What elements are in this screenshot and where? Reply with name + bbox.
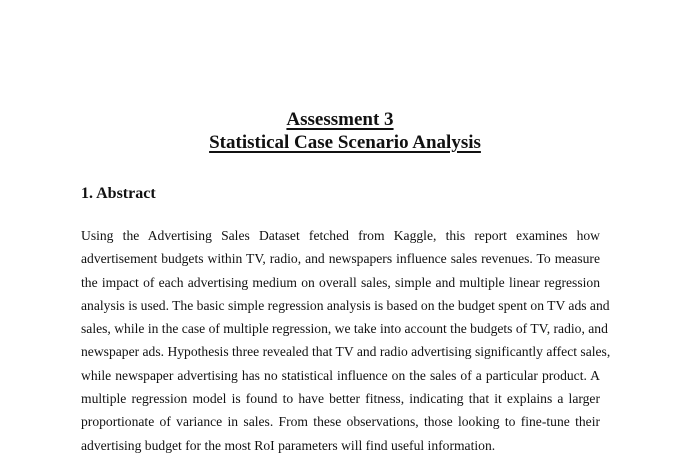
abstract-line: the impact of each advertising medium on overall sales, simple and multiple linear regression (81, 274, 600, 290)
abstract-line: advertising budget for the most RoI parameters will find useful information. (81, 437, 496, 453)
abstract-line: sales, while in the case of multiple regression, we take into account the budgets of TV, radio, and (81, 321, 608, 337)
abstract-line: proportionate of variance in sales. From these observations, those looking to fine-tune their (81, 414, 600, 430)
title-line-1: Assessment 3 (286, 109, 394, 130)
abstract-paragraph (81, 224, 611, 457)
title-line-2: Statistical Case Scenario Analysis (209, 132, 481, 153)
section-heading-abstract: 1. Abstract (81, 185, 156, 202)
abstract-line: advertisement budgets within TV, radio, and newspapers influence sales revenues. To measure (81, 251, 600, 267)
abstract-line: newspaper ads. Hypothesis three revealed that TV and radio advertising significantly affect sales, (81, 344, 611, 360)
abstract-line: multiple regression model is found to have better fitness, indicating that it explains a larger (81, 391, 600, 407)
abstract-line: analysis is used. The basic simple regression analysis is based on the budget spent on TV ads and (81, 297, 610, 313)
abstract-line: while newspaper advertising has no statistical influence on the sales of a particular product. A (81, 367, 600, 383)
abstract-line: Using the Advertising Sales Dataset fetched from Kaggle, this report examines how (81, 228, 600, 243)
document-title (0, 108, 680, 154)
